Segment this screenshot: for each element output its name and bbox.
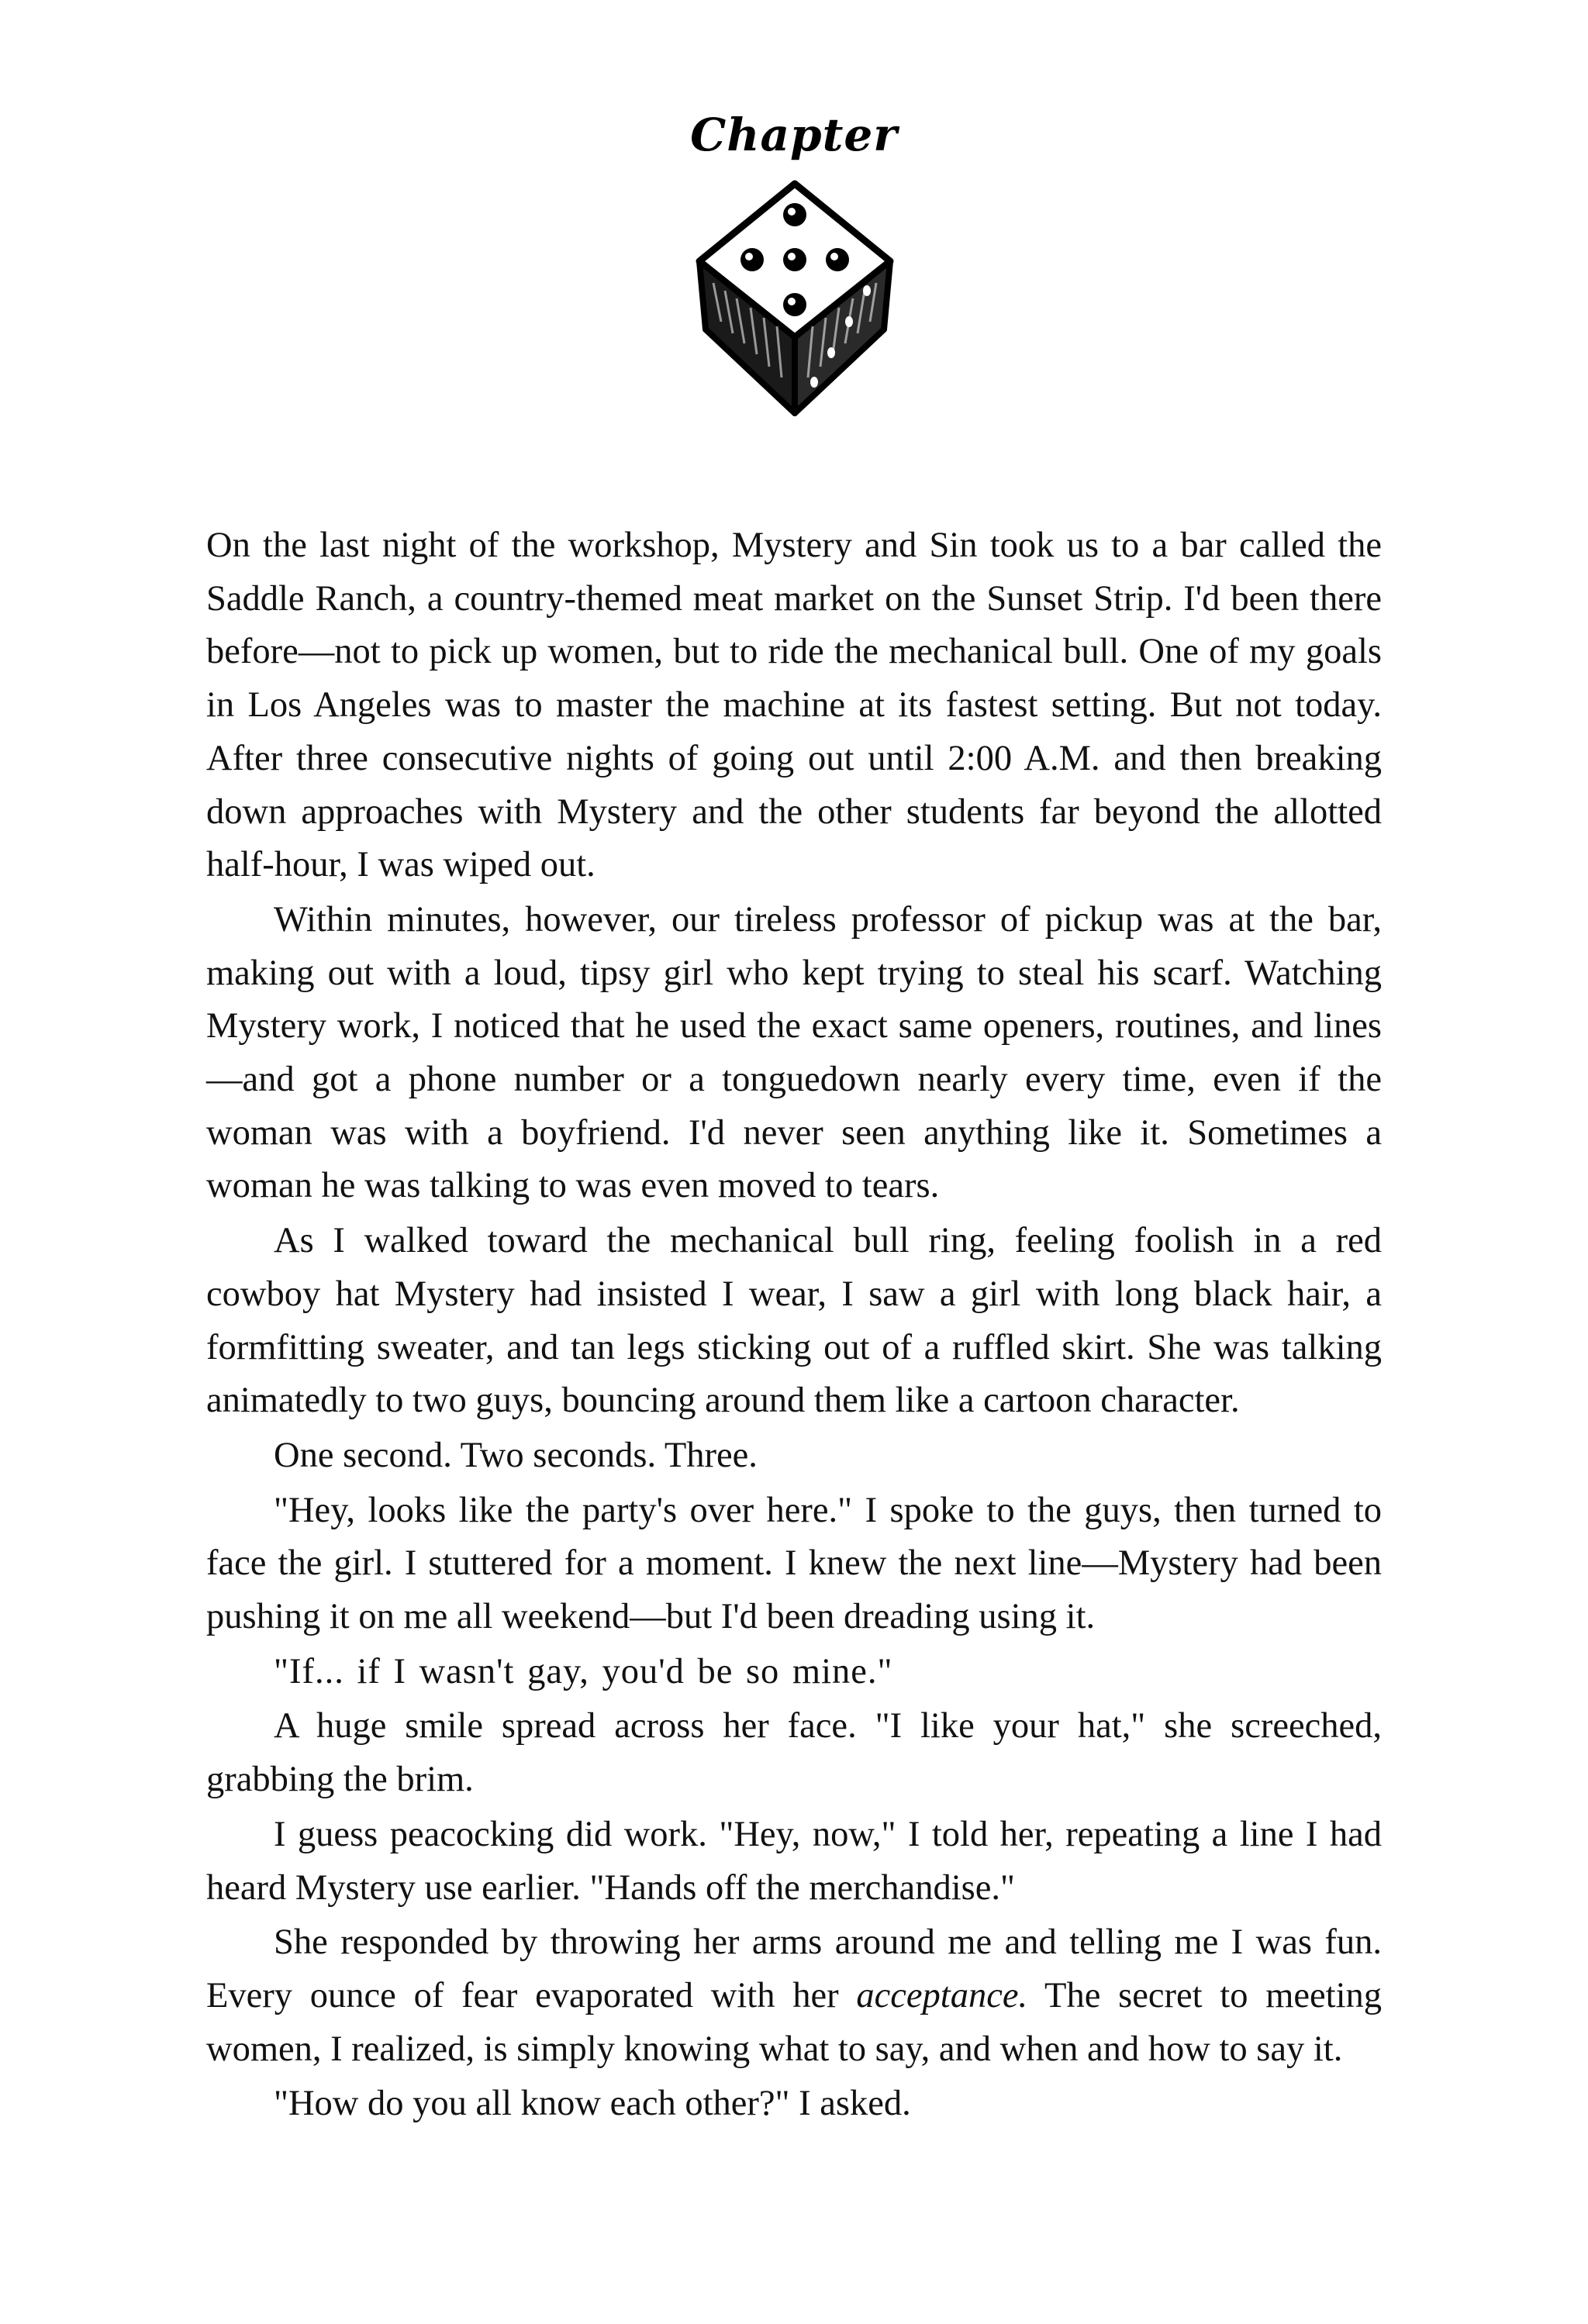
paragraph-4: One second. Two seconds. Three. bbox=[274, 1435, 758, 1475]
dice-five-icon bbox=[690, 174, 899, 422]
chapter-header bbox=[0, 0, 1588, 434]
paragraph-9 bbox=[206, 1916, 1382, 2076]
paragraph-1: On the last night of the workshop, Mystery and Sin took us to a bar called the Saddle Ranch, a country-themed meat market on the Sunset Strip. I'd been there before—not to pick up women, but to ride the mechanical bull. One of my goals in Los Angeles was to master the machine at its fastest setting. But not today. After three consecutive nights of going out until 2:00 A.M. and then breaking down approaches with Mystery and the other students far beyond the allotted half-hour, I was wiped out. bbox=[206, 526, 1382, 885]
paragraph-2: Within minutes, however, our tireless professor of pickup was at the bar, making out with a loud, tipsy girl who kept trying to steal his scarf. Watching Mystery work, I noticed that he used the exact same openers, routines, and lines—and got a phone number or a tonguedown nearly every time, even if the woman was with a boyfriend. I'd never seen anything like it. Sometimes a woman he was talking to was even moved to tears. bbox=[206, 899, 1382, 1206]
paragraph-9-text-after: The secret to meeting women, I realized, is simply knowing what to say, and when and how to say it. bbox=[206, 1975, 1382, 2069]
paragraph-8: I guess peacocking did work. "Hey, now," I told her, repeating a line I had heard Mystery use earlier. "Hands off the merchandise." bbox=[206, 1814, 1382, 1908]
paragraph-10: "How do you all know each other?" I asked. bbox=[274, 2084, 911, 2124]
paragraph-7: A huge smile spread across her face. "I like your hat," she screeched, grabbing the brim. bbox=[206, 1706, 1382, 1800]
body-text bbox=[206, 519, 1382, 2133]
paragraph-9-emphasis: acceptance. bbox=[856, 1975, 1028, 2015]
paragraph-6: "If... if I wasn't gay, you'd be so mine." bbox=[274, 1651, 893, 1691]
chapter-heading: Chapter bbox=[690, 109, 898, 161]
paragraph-5: "Hey, looks like the party's over here." I spoke to the guys, then turned to face the girl. I stuttered for a moment. I knew the next line—Mystery had been pushing it on me all weekend—but I'd been dreading using it. bbox=[206, 1490, 1382, 1637]
paragraph-3: As I walked toward the mechanical bull ring, feeling foolish in a red cowboy hat Mystery had insisted I wear, I saw a girl with long black hair, a formfitting sweater, and tan legs sticking out of a ruffled skirt. She was talking animatedly to two guys, bouncing around them like a cartoon character. bbox=[206, 1221, 1382, 1421]
paragraph-9-text-before: She responded by throwing her arms around me and telling me I was fun. Every ounce of fear evaporated with her bbox=[206, 1922, 1382, 2015]
